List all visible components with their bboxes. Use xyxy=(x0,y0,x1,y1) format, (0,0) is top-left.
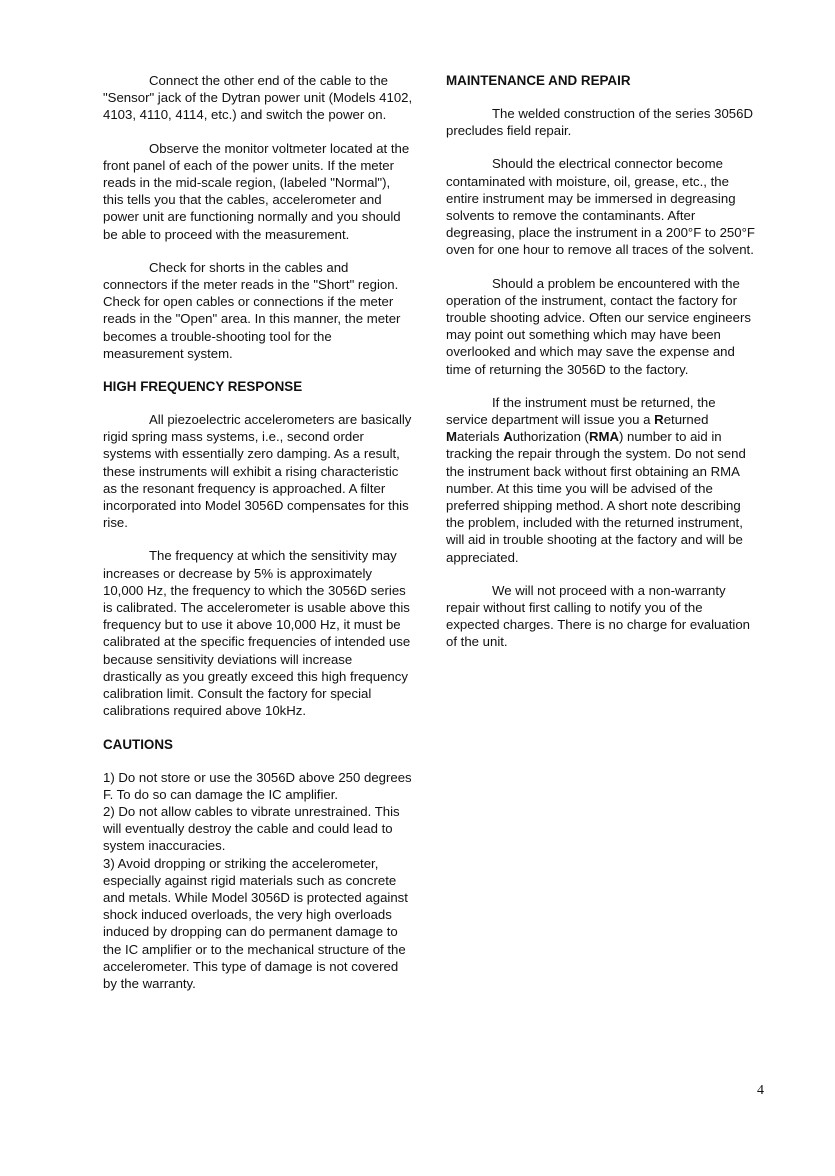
paragraph-problem-encountered: Should a problem be encountered with the operation of the instrument, contact the factory for trouble shooting advice. Often our service engineers may point out something which may have been overlooked and which may save the expense and time of returning the 3056D to the factory. xyxy=(446,275,751,377)
heading-maintenance-and-repair: MAINTENANCE AND REPAIR xyxy=(446,73,631,88)
rma-text-4: uthorization ( xyxy=(512,429,589,445)
paragraph-check-shorts: Check for shorts in the cables and connectors if the meter reads in the "Short" region. Check for open cables or connections if the meter reads in the "Open" area. In this manner, the meter becomes a trouble-shooting tool for the measurement system. xyxy=(103,259,401,361)
paragraph-electrical-connector: Should the electrical connector become contaminated with moisture, oil, grease, etc., the entire instrument may be immersed in degreasing solvents to remove the contaminants. After degreasing, place the instrument in a 200°F to 250°F oven for one hour to remove all traces of the solvent. xyxy=(446,156,755,258)
caution-item-2: 2) Do not allow cables to vibrate unrestrained. This will eventually destroy the cable and could lead to system inaccuracies. xyxy=(103,803,400,854)
paragraph-frequency-sensitivity: The frequency at which the sensitivity may increases or decrease by 5% is approximately 10,000 Hz, the frequency to which the 3056D series is calibrated. The accelerometer is usable above this frequency but to use it above 10,000 Hz, it must be calibrated at the specific frequencies of intended use because sensitivity deviations will increase drastically as you greatly exceed this high frequency calibration limit. Consult the factory for special calibrations required above 10kHz. xyxy=(103,548,411,719)
paragraph-monitor-voltmeter: Observe the monitor voltmeter located at the front panel of each of the power units. If the meter reads in the mid-scale region, (labeled "Normal"), this tells you that the cables, accelerometer and power unit are functioning normally and you should be able to proceed with the measurement. xyxy=(103,140,410,242)
paragraph-piezoelectric: All piezoelectric accelerometers are basically rigid spring mass systems, i.e., second order systems with essentially zero damping. As a result, these instruments will exhibit a rising characteristic as the resonant frequency is approached. A filter incorporated into Model 3056D compensates for this rise. xyxy=(103,412,412,531)
rma-text-2: eturned xyxy=(663,412,709,428)
caution-item-3: 3) Avoid dropping or striking the accelerometer, especially against rigid materials such as concrete and metals. While Model 3056D is protected against shock induced overloads, the very high overloads induced by dropping can do permanent damage to the IC amplifier or to the mechanical structure of the accelerometer. This type of damage is not covered by the warranty. xyxy=(103,855,408,991)
heading-cautions: CAUTIONS xyxy=(103,736,173,752)
rma-text-1: If the instrument must be returned, the service department will issue you a xyxy=(446,394,716,428)
paragraph-connect-cable: Connect the other end of the cable to the "Sensor" jack of the Dytran power unit (Models 4102, 4103, 4110, 4114, etc.) and switch the power on. xyxy=(103,73,413,123)
cautions-list xyxy=(103,769,413,993)
paragraph-welded-construction: The welded construction of the series 3056D precludes field repair. xyxy=(446,106,753,139)
rma-abbreviation: RMA xyxy=(588,429,619,445)
paragraph-non-warranty-repair: We will not proceed with a non-warranty repair without first calling to notify you of the expected charges. There is no charge for evaluation of the unit. xyxy=(446,582,750,650)
rma-text-5: ) number to aid in tracking the repair through the system. Do not send the instrument back without first obtaining an RMA number. At this time you will be advised of the preferred shipping method. A short note describing the problem, included with the returned instrument, will aid in trouble shooting at the factory and will be appreciated. xyxy=(446,429,746,565)
heading-high-frequency-response: HIGH FREQUENCY RESPONSE xyxy=(103,379,303,395)
rma-letter-a: A xyxy=(503,429,513,445)
right-column xyxy=(446,72,756,651)
rma-letter-r: R xyxy=(654,412,664,428)
paragraph-instrument-returned xyxy=(446,394,756,566)
caution-item-1: 1) Do not store or use the 3056D above 250 degrees F. To do so can damage the IC amplifier. xyxy=(103,769,412,802)
rma-letter-m: M xyxy=(446,429,457,445)
rma-text-3: aterials xyxy=(457,429,504,445)
left-column xyxy=(103,72,413,992)
page-number: 4 xyxy=(757,1083,764,1098)
